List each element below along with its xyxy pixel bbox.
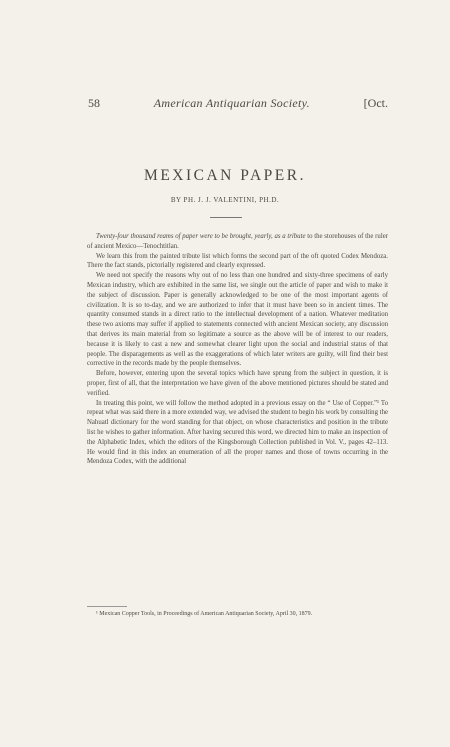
title-divider [210,217,242,218]
footnote-divider [87,606,127,607]
paragraph: In treating this point, we will follow the method adopted in a previous essay on the “ Use of Copper.”¹ To repeat what was said there in a more extended way, we advised the student to begin his work by consulting the Nahuatl dictionary for the word standing for that object, on whose characteristics and position in the tribute list he wishes to gather information. After having secured this word, we directed him to make an inspection of the Alphabetic Index, which the editors of the Kingsborough Collection published in Vol. V., pages 42–113. He would find in this index an enumeration of all the proper names and those of towns occurring in the Mendoza Codex, with the additional [87,399,388,466]
issue-month: [Oct. [363,96,388,110]
paragraph: We need not specify the reasons why out of no less than one hundred and sixty-three specimens of early Mexican industry, which are exhibited in the same list, we single out the article of paper and wish to make it the subject of discussion. Paper is generally acknowledged to be one of the most important agents of civilization. It is so to-day, and we are authorized to infer that it must have been so in ancient times. The quantity consumed stands in a direct ratio to the intellectual development of a nation. Whatever meditation these two axioms may suffer if applied to statements connected with ancient Mexican society, any discussion that derives its main material from so legitimate a source as the above will be of interest to our readers, because it is likely to cast a new and somewhat clearer light upon the social and industrial status of that people. The disparagements as well as the exaggerations of which later writers are guilty, will find their best corrective in the records made by the people themselves. [87,272,388,368]
running-head [88,96,388,111]
journal-title: American Antiquarian Society. [153,96,310,110]
article-byline: BY PH. J. J. VALENTINI, PH.D. [170,196,280,204]
page-number: 58 [88,96,100,110]
footnote: ¹ Mexican Copper Tools, in Proceedings of American Antiquarian Society, April 30, 1879. [96,611,313,617]
paragraph-lead: Twenty-four thousand reams of paper were to be brought, yearly, as a tribute [96,233,306,240]
article-title: MEXICAN PAPER. [144,167,306,184]
article-body [87,232,388,467]
paragraph: Before, however, entering upon the several topics which have sprung from the subject in question, it is proper, first of all, that the interpretation we have given of the above mentioned pictures should be stated and verified. [87,370,388,397]
paragraph: Twenty-four thousand reams of paper were to be brought, yearly, as a tribute to the storehouses of the ruler of ancient Mexico—Tenochtitlan. [87,233,388,250]
paragraph: We learn this from the painted tribute list which forms the second part of the oft quoted Codex Mendoza. There the fact stands, pictorially registered and clearly expressed. [87,252,388,270]
